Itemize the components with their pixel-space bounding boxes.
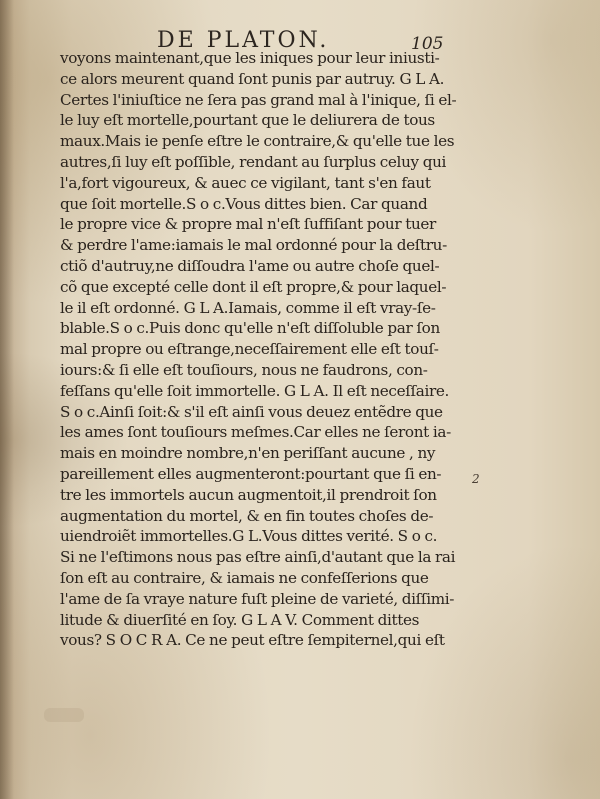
- text-line: feſſans qu'elle ſoit immortelle. G L A. Il eſt neceſſaire.: [60, 381, 449, 400]
- text-line: le luy eſt mortelle,pourtant que le deliurera de tous: [60, 111, 435, 130]
- text-line: Certes l'iniuſtice ne ſera pas grand mal à l'inique, ſi el-: [60, 90, 457, 109]
- text-line: S o c.Ainſi ſoit:& s'il eſt ainſi vous deuez entẽdre que: [60, 402, 443, 421]
- text-line: & perdre l'ame:iamais le mal ordonné pour la deſtru-: [60, 236, 447, 255]
- text-line: mais en moindre nombre,n'en periſſant aucune , ny: [60, 444, 436, 463]
- text-line: vous? S O C R A. Ce ne peut eſtre ſempiternel,qui eſt: [60, 631, 445, 650]
- binding-shadow: [0, 0, 14, 799]
- text-line: mal propre ou eſtrange,neceſſairement elle eſt touſ-: [60, 340, 439, 359]
- text-line: les ames ſont touſiours meſmes.Car elles ne ſeront ia-: [60, 423, 451, 442]
- text-line: litude & diuerſité en ſoy. G L A V. Comment dittes: [60, 610, 420, 629]
- text-line: ſon eſt au contraire, & iamais ne confeſſerions que: [60, 568, 429, 587]
- ink-smudge: [44, 708, 84, 722]
- running-title: DE PLATON.: [157, 28, 330, 53]
- text-line: le il eſt ordonné. G L A.Iamais, comme il eſt vray-ſe-: [60, 298, 436, 317]
- text-line: blable.S o c.Puis donc qu'elle n'eſt diſſoluble par ſon: [60, 319, 440, 338]
- text-line: ce alors meurent quand ſont punis par autruy. G L A.: [60, 69, 445, 88]
- text-line: augmentation du mortel, & en fin toutes choſes de-: [60, 506, 434, 525]
- text-line: autres,ſi luy eſt poſſible, rendant au ſurplus celuy qui: [60, 152, 447, 171]
- text-line: tre les immortels aucun augmentoit,il prendroit ſon: [60, 485, 437, 504]
- text-line: Si ne l'eſtimons nous pas eſtre ainſi,d'autant que la rai: [60, 548, 456, 567]
- text-line: voyons maintenant,que les iniques pour leur iniusti-: [60, 49, 440, 67]
- body-text: [60, 48, 457, 651]
- text-line: uiendroiẽt immortelles.G L.Vous dittes verité. S o c.: [60, 527, 438, 546]
- page-number: 105: [411, 34, 444, 54]
- margin-note: 2: [472, 472, 480, 486]
- text-line: l'a,fort vigoureux, & auec ce vigilant, tant s'en faut: [60, 173, 431, 192]
- text-line: maux.Mais ie penſe eſtre le contraire,& qu'elle tue les: [60, 132, 455, 151]
- text-line: l'ame de ſa vraye nature fuſt pleine de varieté, diſſimi-: [60, 589, 455, 608]
- text-line: ctiõ d'autruy,ne diſſoudra l'ame ou autre choſe quel-: [60, 256, 440, 275]
- text-line: le propre vice & propre mal n'eſt ſuffiſant pour tuer: [60, 215, 436, 234]
- text-line: pareillement elles augmenteront:pourtant que ſi en-: [60, 464, 442, 483]
- text-line: cõ que excepté celle dont il eſt propre,& pour laquel-: [60, 277, 447, 296]
- text-line: iours:& ſi elle eſt touſiours, nous ne faudrons, con-: [60, 360, 428, 379]
- text-line: que ſoit mortelle.S o c.Vous dittes bien. Car quand: [60, 194, 428, 213]
